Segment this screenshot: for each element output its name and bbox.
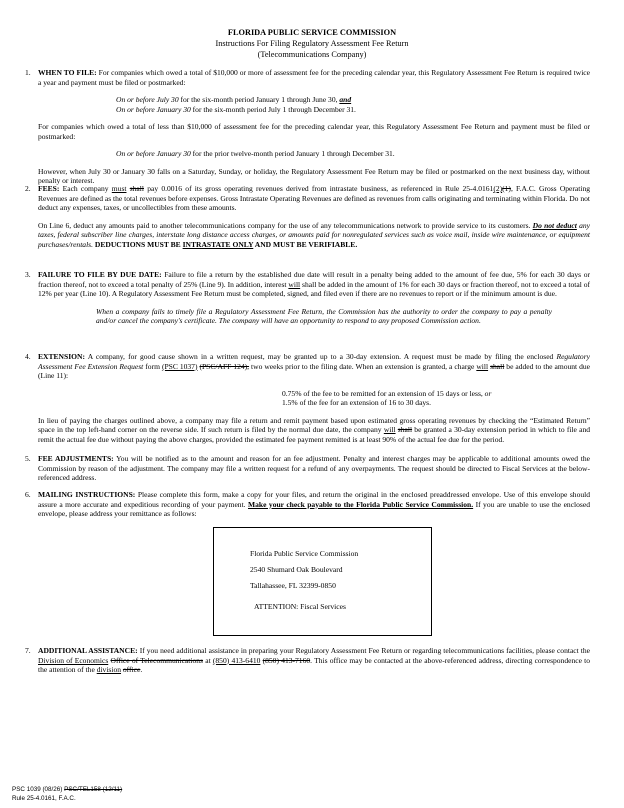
address-line: 2540 Shumard Oak Boulevard [250,565,343,574]
text: If you are unable to use the enclosed envelope, please address your remittance as follows: [38,499,590,518]
text: Office of Telecommunications [110,655,203,665]
paragraph [38,68,590,87]
text: (PSC 1037) [161,361,198,371]
text: shall [490,361,505,371]
text: be added to the amount due (Line 11): [38,361,590,380]
rule-reference: Rule 25-4.0161, F.A.C. [12,795,76,802]
text: INTRASTATE ONLY [182,239,254,249]
text: (12/11) [100,786,123,793]
address-line: Florida Public Service Commission [250,549,359,558]
section-label: FEE ADJUSTMENTS: [38,454,114,463]
text: at [203,655,213,665]
text: must [111,184,127,193]
text: (1) [502,184,511,193]
text: any taxes, federal subscriber line charges, interstate long distance access charges, or amounts paid for nonregulated services such as voice mail, inside wire maintenance, or equipment purchases/rentals. [38,220,590,249]
section-fees [25,184,591,249]
section-additional-assistance [25,646,591,675]
text: , F.A.C. Gross Operating Revenues are defined as the total revenues before expenses. Gross Intrastate Operating Revenues are defined as revenues from calls originating and terminating within Florida. Do not deduct any expenses, taxes, or uncollectibles from these amounts. [38,184,591,212]
text: division [96,665,122,674]
text: form [143,361,162,371]
due-date-line [38,149,590,159]
text: Division of Economics [38,655,109,665]
text: If you need additional assistance in preparing your Regulatory Assessment Fee Return or regarding telecommunications facilities, please contact the [137,646,591,655]
section-label: FAILURE TO FILE BY DUE DATE: [38,270,162,279]
text: On or before January 30 [116,149,191,158]
text: Please complete this form, make a copy for your files, and return the original in the enclosed preaddressed envelope. Use of this envelope should assure a more accurate and expeditious recording of your payment. [38,490,590,509]
section-label: MAILING INSTRUCTIONS: [38,490,136,499]
text: Each company [59,184,112,193]
text: or [484,388,492,398]
charge-line: 1.5% of the fee for an extension of 16 to 30 days. [282,398,432,407]
text: Failure to file a return by the established due date will result in a penalty being added to the amount of fee due, 5% for each 30 days or fraction thereof, not to exceed a total penalty of 25% (Line 9). In addition, interest [38,270,590,289]
text: for the prior twelve-month period January 1 through December 31. [190,149,395,158]
text: On or before July 30 [116,95,179,104]
page-subtitle: Instructions For Filing Regulatory Assessment Fee Return [215,39,409,48]
text: (850) 413-7160 [262,655,311,665]
text: will [383,425,396,434]
text: (PSC/AFF 124), [199,361,250,371]
section-fee-adjustments [25,454,590,483]
paragraph [38,454,590,483]
text: On or before January 30 [116,104,191,114]
text: A company, for good cause shown in a written request, may be granted up to a 30-day extension. A request must be made by filing the enclosed [84,352,557,361]
section-number: 2. [25,184,31,193]
text: will [476,361,489,371]
text: pay 0.0016 of its gross operating revenues derived from intrastate business, as referenced in Rule 25-4.0161 [143,184,494,193]
section-number: 7. [25,646,31,655]
commission-note: When a company fails to timely file a Regulatory Assessment Fee Return, the Commission has the authority to order the company to pay a penalty and/or cancel the company's certificate. The company will have an opportunity to respond to any proposed Commission action. [96,306,552,325]
section-when-to-file [25,68,590,186]
text: two weeks prior to the filing date. When an extension is granted, a charge [249,361,477,371]
paragraph [38,270,590,299]
paragraph: However, when July 30 or January 30 falls on a Saturday, Sunday, or holiday, the Regulatory Assessment Fee Return may be filed or postmarked on the next business day, without penalty or interest. [38,166,590,185]
mailing-address-box [213,527,432,636]
text: shall be added in the amount of 1% for each 30 days or fraction thereof, not to exceed a total of 12% per year (Line 10). A Regulatory Assessment Fee Return must be completed, signed, and filed even if there are no revenues to report or if the minimum amount is due. [38,279,590,298]
text: shall [129,184,144,193]
text: office [122,665,141,674]
text: will [288,279,301,289]
section-label: FEES: [38,184,60,193]
paragraph: For companies which owed a total of less than $10,000 of assessment fee for the preceding calendar year, this Regulatory Assessment Fee Return and payment must be filed or postmarked: [38,122,590,141]
section-number: 5. [25,454,31,463]
text: be granted a 30-day extension period in which to file and remit the actual fee due without paying the above charges, provided the estimated fee payment remitted is at least 90% of the actual fee due for the period. [38,425,591,444]
text: 0.75% of the fee to be remitted for an extension of 15 days or less, [282,388,485,398]
text: and [339,95,352,104]
due-date-line [38,105,590,115]
section-failure-to-file [25,270,590,326]
section-extension [25,352,591,444]
section-label: WHEN TO FILE: [38,68,97,77]
section-number: 6. [25,490,31,499]
text: PSC 1039 (08/26) [12,786,63,793]
text: AND MUST BE VERIFIABLE. [253,239,358,249]
text: (2) [493,184,503,193]
due-date-line [38,95,590,105]
paragraph [38,490,590,519]
paragraph [38,416,590,445]
section-mailing-instructions [25,490,590,519]
text: . This office may be contacted at the above-referenced address, directing correspondence to the attention of the [38,655,591,674]
text: for the six-month period July 1 through December 31. [190,104,356,114]
section-number: 3. [25,270,31,279]
address-attention: ATTENTION: Fiscal Services [254,602,346,611]
text: for the six-month period January 1 through June 30, [178,95,340,104]
text: Regulatory Assessment Fee Extension Request [38,352,590,371]
text: In lieu of paying the charges outlined above, a company may file a return and remit payment based upon estimated gross operating revenues by checking the “Estimated Return” space in the top left-hand corner on the reverse side. If such return is filed by the normal due date, the company [38,415,590,434]
text: shall [397,425,413,434]
text: PSC/TEL158 [64,786,101,793]
section-label: EXTENSION: [38,352,85,361]
text: You will be notified as to the amount and reason for an fee adjustment. Penalty and interest charges may be applicable to additional amounts owed the Commission by reason of the adjustment. The company may file a written request for a refund of any overpayments. The request should be directed to Fiscal Services at the below-referenced address. [38,454,590,482]
paragraph [38,646,590,675]
text: For companies which owed a total of $10,000 or more of assessment fee for the preceding calendar year, this Regulatory Assessment Fee Return is required twice a year and payment must be filed or postmarked: [38,68,590,87]
text: Make your check payable to the Florida Public Service Commission. [248,499,474,509]
section-label: ADDITIONAL ASSISTANCE: [38,646,138,655]
section-number: 4. [25,352,31,361]
text: DEDUCTIONS MUST BE [93,239,183,249]
page-title: FLORIDA PUBLIC SERVICE COMMISSION [227,28,397,37]
text: (850) 413-6410 [212,655,261,665]
section-number: 1. [25,68,31,77]
paragraph [38,352,590,381]
text: Do not deduct [532,220,577,230]
form-number [12,786,122,794]
text: . [140,665,143,674]
paragraph [38,184,590,213]
paragraph [38,221,590,250]
address-line: Tallahassee, FL 32399-0850 [250,581,336,590]
charge-line [38,389,590,399]
page-subtitle-2: (Telecommunications Company) [257,50,367,59]
text: On Line 6, deduct any amounts paid to another telecommunications company for the use of any telecommunications network to provide service to its customers. [38,220,533,230]
document-header [0,27,624,60]
